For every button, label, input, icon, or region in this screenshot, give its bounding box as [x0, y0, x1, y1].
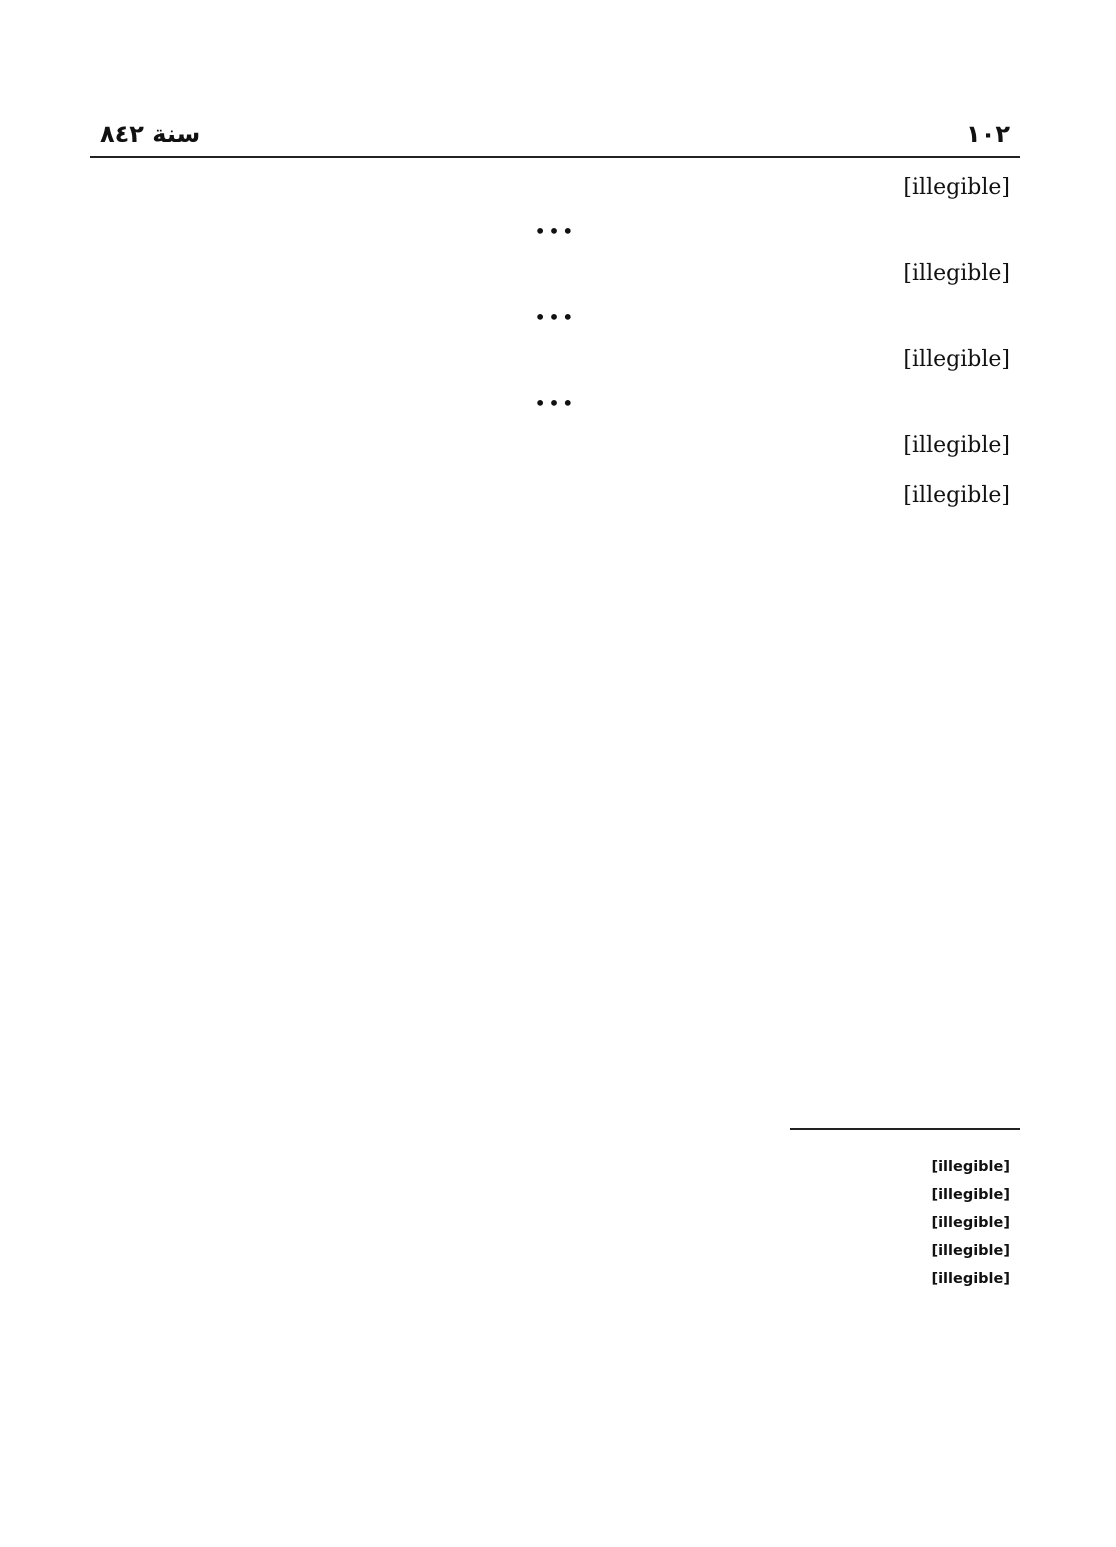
book-page: [90, 108, 1020, 1287]
footnotes: [90, 1154, 1020, 1294]
section-separator: •••: [534, 305, 576, 329]
footnote: [illegible]: [931, 1187, 1010, 1203]
section-separator: •••: [534, 219, 576, 243]
paragraph: [illegible]: [903, 347, 1010, 372]
paragraph: [illegible]: [903, 261, 1010, 286]
paragraph: [illegible]: [903, 483, 1010, 508]
main-text: [90, 166, 1020, 518]
year-label: سنة ٨٤٢: [100, 120, 201, 148]
footnote: [illegible]: [931, 1215, 1010, 1231]
footnote: [illegible]: [931, 1159, 1010, 1175]
footnote-divider: [790, 1128, 1020, 1130]
footnote: [illegible]: [931, 1243, 1010, 1259]
page-number: ١٠٢: [966, 120, 1010, 148]
footnote: [illegible]: [931, 1271, 1010, 1287]
section-separator: •••: [534, 391, 576, 415]
paragraph: [illegible]: [903, 433, 1010, 458]
paragraph: [illegible]: [903, 175, 1010, 200]
page-header: [90, 108, 1020, 158]
